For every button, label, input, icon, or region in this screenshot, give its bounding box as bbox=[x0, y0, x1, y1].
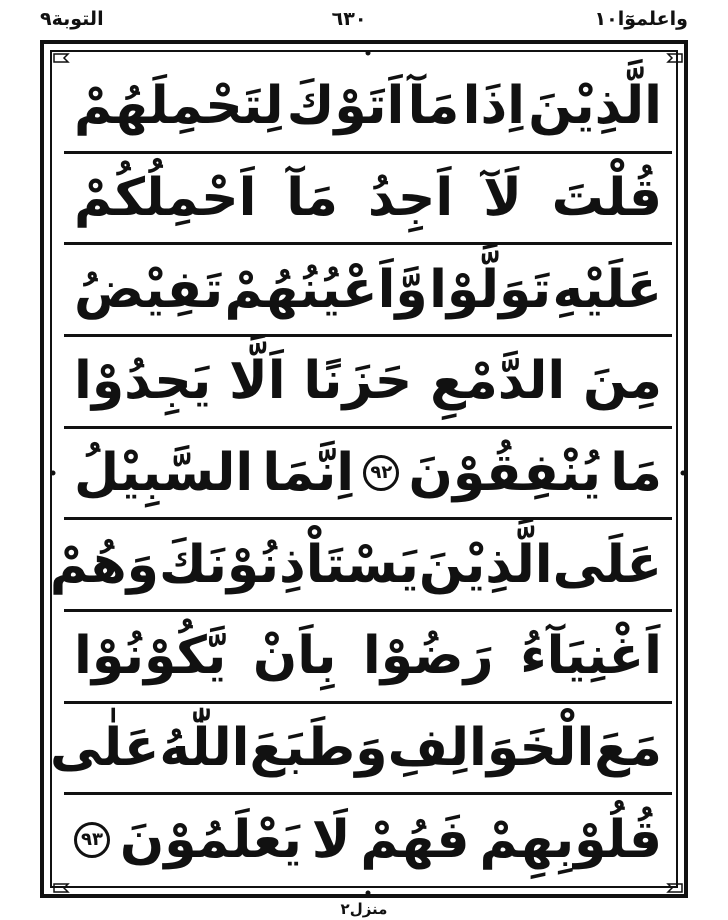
word: قُلُوْبِهِمْ bbox=[479, 809, 662, 870]
word: لِتَحْمِلَهُمْ bbox=[74, 76, 284, 137]
word: اِنَّمَا bbox=[262, 443, 355, 504]
word: الدَّمْعِ bbox=[430, 351, 566, 412]
manzil-label: منزل٢ bbox=[340, 900, 388, 918]
page-number: ٦٣٠ bbox=[331, 8, 367, 30]
word: يَسْتَاْذِنُوْنَكَ bbox=[158, 534, 419, 595]
verse-line bbox=[64, 337, 672, 429]
verse-line bbox=[64, 245, 672, 337]
word: حَزَنًا bbox=[303, 351, 413, 412]
word: يَجِدُوْا bbox=[74, 351, 212, 412]
word: اِذَا bbox=[462, 76, 525, 137]
word: مَعَ bbox=[594, 718, 662, 779]
word: عَلَيْهِ bbox=[552, 259, 662, 320]
word: اَتَوْكَ bbox=[286, 76, 405, 137]
word: اللّٰهُ bbox=[159, 718, 250, 779]
ayah-number-marker: ٩٣ bbox=[74, 822, 110, 858]
word: تَوَلَّوْا bbox=[429, 259, 552, 320]
verse-line bbox=[50, 704, 672, 796]
verse-line bbox=[49, 520, 672, 612]
word: السَّبِيْلُ bbox=[74, 443, 254, 504]
word: وَهُمْ bbox=[49, 534, 159, 595]
word: يَعْلَمُوْنَ bbox=[119, 809, 302, 870]
verse-lines bbox=[49, 62, 672, 884]
word: الَّذِيْنَ bbox=[528, 76, 662, 137]
word: فَهُمْ bbox=[360, 809, 470, 870]
word: مَآ bbox=[286, 168, 339, 228]
word: بِاَنْ bbox=[252, 626, 337, 687]
word: يُنْفِقُوْنَ bbox=[408, 443, 602, 504]
word: الَّذِيْنَ bbox=[418, 534, 553, 595]
page-header bbox=[40, 4, 688, 34]
word: عَلَى bbox=[552, 534, 662, 595]
word: اَحْمِلُكُمْ bbox=[74, 168, 257, 228]
word: تَفِيْضُ bbox=[74, 259, 224, 320]
word: عَلٰى bbox=[50, 718, 160, 779]
word: وَطَبَعَ bbox=[249, 718, 388, 779]
word: مِنَ bbox=[583, 351, 662, 412]
word: لَا bbox=[311, 809, 351, 870]
verse-line bbox=[64, 429, 672, 521]
word: اَجِدُ bbox=[367, 168, 454, 228]
verse-line bbox=[64, 62, 672, 154]
verse-line bbox=[64, 795, 672, 884]
verse-line bbox=[64, 154, 672, 246]
verse-line bbox=[64, 612, 672, 704]
page-frame bbox=[40, 40, 688, 898]
word: اَغْنِيَآءُ bbox=[520, 626, 662, 687]
surah-name: التوبة٩ bbox=[40, 8, 104, 30]
word: قُلْتَ bbox=[551, 168, 662, 228]
word: اَلَّا bbox=[229, 351, 286, 412]
word: وَّاَعْيُنُهُمْ bbox=[224, 259, 428, 320]
juz-name: واعلموٓا١٠ bbox=[594, 8, 688, 30]
word: رَضُوْا bbox=[362, 626, 494, 687]
word: لَآ bbox=[483, 168, 522, 228]
word: يَّكُوْنُوْا bbox=[74, 626, 227, 687]
word: الْخَوَالِفِ bbox=[387, 718, 595, 779]
ayah-number-marker: ٩٢ bbox=[363, 455, 399, 491]
word: مَآ bbox=[407, 76, 460, 137]
word: مَا bbox=[610, 443, 662, 504]
